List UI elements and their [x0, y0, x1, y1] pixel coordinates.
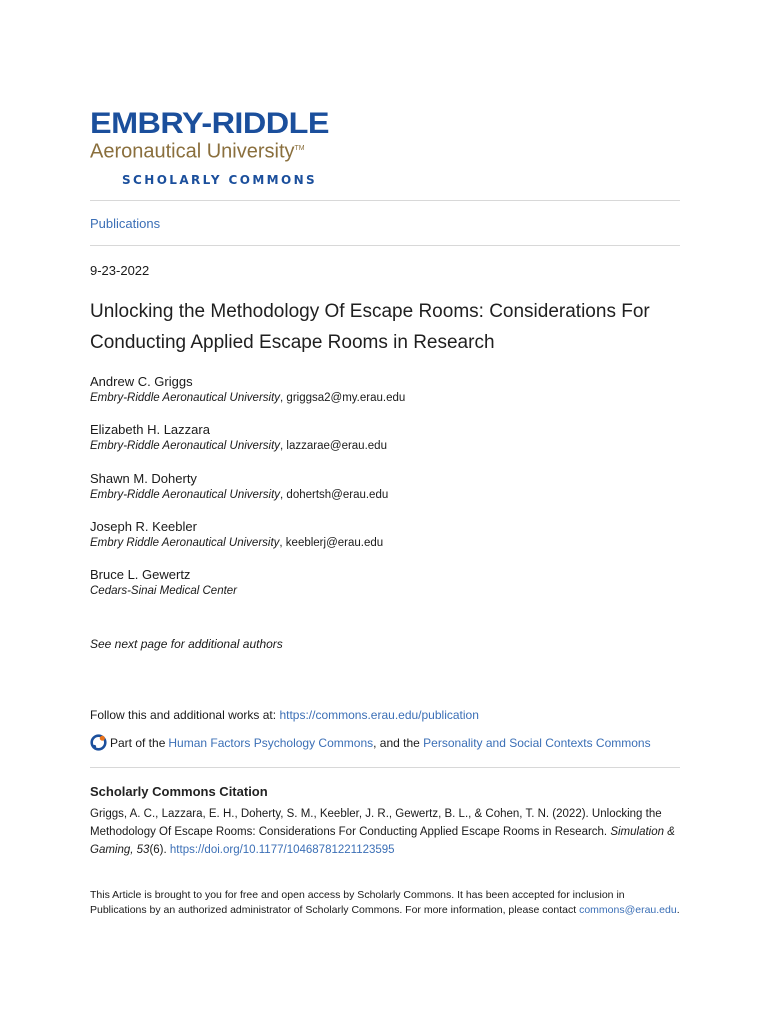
publication-date: 9-23-2022 [90, 263, 150, 278]
author-name: Andrew C. Griggs [90, 374, 193, 389]
author-name: Shawn M. Doherty [90, 471, 197, 486]
author-affiliation: Embry-Riddle Aeronautical University, lazzarae@erau.edu [90, 440, 387, 452]
doi-link[interactable]: https://doi.org/10.1177/10468781221123595 [169, 844, 395, 856]
logo-main-text: EMBRY-RIDDLE [90, 107, 329, 140]
logo-tagline: SCHOLARLY COMMONS [122, 172, 318, 187]
divider [90, 767, 680, 768]
additional-authors-note: See next page for additional authors [90, 637, 283, 651]
author-block [90, 374, 405, 404]
follow-line: Follow this and additional works at: https://commons.erau.edu/publication [90, 708, 479, 722]
article-title: Unlocking the Methodology Of Escape Rooms: Considerations For Conducting Applied Escape Rooms in Research [90, 301, 650, 353]
embry-riddle-logo [90, 108, 370, 187]
access-notice: This Article is brought to you for free and open access by Scholarly Commons. It has been accepted for inclusion in Publications by an authorized administrator of Scholarly Commons. For more information, please contact commons@erau.edu. [90, 889, 680, 916]
commons-network-icon [90, 734, 107, 751]
human-factors-commons-link[interactable]: Human Factors Psychology Commons [168, 735, 374, 750]
personality-commons-link[interactable]: Personality and Social Contexts Commons [423, 735, 651, 750]
author-name: Elizabeth H. Lazzara [90, 422, 210, 437]
logo-sub-text: Aeronautical University™ [90, 140, 305, 163]
author-block [90, 567, 237, 597]
citation-heading: Scholarly Commons Citation [90, 784, 268, 799]
collection-url-link[interactable]: https://commons.erau.edu/publication [279, 708, 479, 722]
author-block [90, 422, 387, 452]
author-affiliation: Embry Riddle Aeronautical University, keeblerj@erau.edu [90, 537, 384, 549]
author-name: Joseph R. Keebler [90, 519, 197, 534]
author-affiliation: Embry-Riddle Aeronautical University, griggsa2@my.erau.edu [90, 392, 406, 404]
author-block [90, 471, 388, 501]
divider [90, 200, 680, 201]
author-affiliation: Embry-Riddle Aeronautical University, dohertsh@erau.edu [90, 489, 389, 501]
part-of-line: Part of the Human Factors Psychology Commons , and the Personality and Social Contexts Commons [90, 734, 651, 751]
author-block [90, 519, 383, 549]
publications-link[interactable]: Publications [90, 216, 161, 231]
divider [90, 245, 680, 246]
author-name: Bruce L. Gewertz [90, 567, 191, 582]
author-affiliation: Cedars-Sinai Medical Center [90, 585, 238, 597]
contact-email-link[interactable]: commons@erau.edu [579, 904, 677, 916]
citation-text: Griggs, A. C., Lazzara, E. H., Doherty, S. M., Keebler, J. R., Gewertz, B. L., & Cohen, T. N. (2022). Unlocking the Methodology Of Escape Rooms: Considerations For Conducting Applied Escape Rooms in Research. Simulation & Gaming, 53(6). https://doi.org/10.1177/10468781221123595 [90, 808, 675, 856]
